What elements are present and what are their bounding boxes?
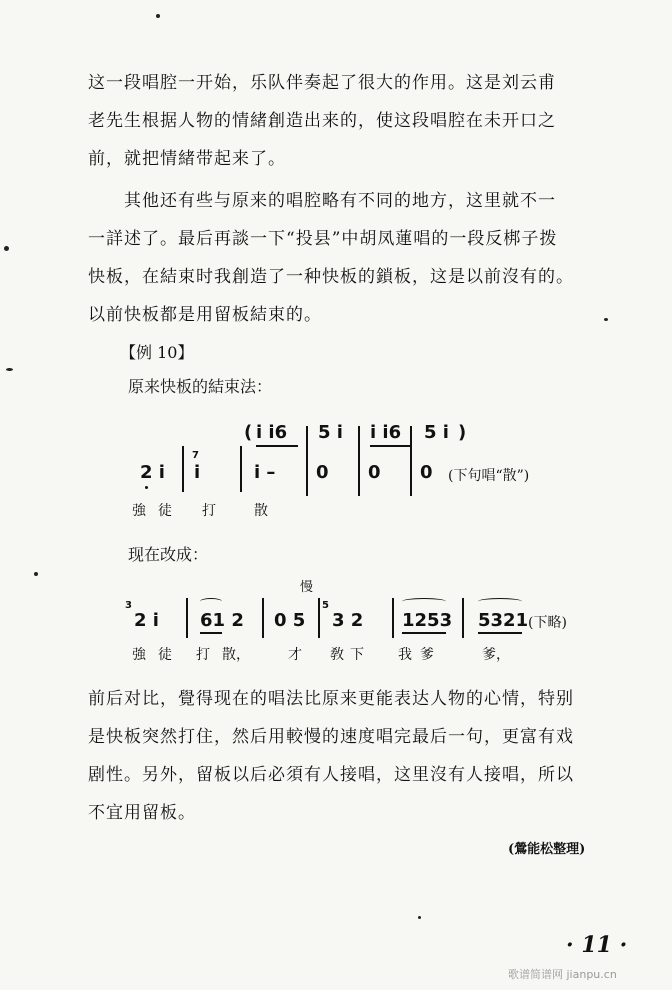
barline <box>318 598 320 638</box>
slur <box>478 598 522 605</box>
scan-speck <box>418 916 421 919</box>
barline <box>306 426 308 496</box>
barline <box>186 598 188 638</box>
scan-speck <box>156 14 160 18</box>
note: 2 i <box>140 462 165 483</box>
lyric: 徒 <box>158 503 172 519</box>
barline <box>262 598 264 638</box>
text-line: 老先生根据人物的情緒創造出来的，使这段唱腔在未开口之 <box>88 111 556 131</box>
text-line: 是快板突然打住，然后用較慢的速度唱完最后一句，更富有戏 <box>88 727 574 747</box>
lyric: 爹 <box>420 647 434 663</box>
lyric: 下 <box>350 647 364 663</box>
paren-close: ) <box>458 422 467 443</box>
underline <box>256 445 298 447</box>
barline <box>182 446 184 492</box>
example-label: 【例 10】 <box>120 343 194 362</box>
note: 0 <box>316 462 329 483</box>
underline <box>402 632 446 634</box>
note: 61 2 <box>200 610 244 631</box>
grace-note: 3 <box>125 600 132 611</box>
note: 0 <box>368 462 381 483</box>
page-number: · 11 · <box>566 932 628 958</box>
paren-open: ( <box>244 422 253 443</box>
lyric: 散， <box>222 647 250 663</box>
text-line: 快板，在結束时我創造了一种快板的鎖板，这是以前沒有的。 <box>88 267 574 287</box>
text-line: 其他还有些与原来的唱腔略有不同的地方，这里就不一 <box>124 191 556 211</box>
slur <box>200 598 222 605</box>
editor-credit: (鶯能松整理) <box>508 842 586 857</box>
underline <box>370 445 412 447</box>
scan-speck <box>6 368 13 371</box>
note: i <box>194 462 201 483</box>
lyric: 徒 <box>158 647 172 663</box>
note: 1253 <box>402 610 453 631</box>
lyric: 敎 <box>330 647 344 663</box>
note: 0 5 <box>274 610 306 631</box>
paren-group: i i6 <box>370 422 402 443</box>
barline <box>392 598 394 638</box>
lyric: 打 <box>196 647 210 663</box>
text-line: 这一段唱腔一开始，乐队伴奏起了很大的作用。这是刘云甫 <box>88 73 556 93</box>
paren-group: 5 i <box>318 422 343 443</box>
note: 2 i <box>134 610 159 631</box>
scan-speck <box>34 572 38 576</box>
lyric: 強 <box>132 647 146 663</box>
text-line: 以前快板都是用留板結束的。 <box>88 305 322 325</box>
text-line: 剧性。另外，留板以后必須有人接唱，这里沒有人接唱，所以 <box>88 765 574 785</box>
scan-speck <box>604 318 608 321</box>
original-intro: 原来快板的結束法： <box>128 377 273 396</box>
barline <box>358 426 360 496</box>
lyric: 散 <box>254 503 268 519</box>
note: 5321 <box>478 610 529 631</box>
note: 3 2 <box>332 610 364 631</box>
paragraph-3 <box>88 680 648 832</box>
text-line: 不宜用留板。 <box>88 803 196 823</box>
grace-note: 7 <box>192 450 199 461</box>
barline <box>462 598 464 638</box>
slur <box>402 598 446 605</box>
paragraph-2 <box>88 182 648 334</box>
watermark: 歌谱简谱网 jianpu.cn <box>508 968 617 981</box>
lyric: 我 <box>398 647 412 663</box>
text-line: 一詳述了。最后再談一下“投县”中胡凤蓮唱的一段反梆子拨 <box>88 229 558 249</box>
lyric: 爹， <box>482 647 510 663</box>
note: 0 <box>420 462 433 483</box>
paragraph-1 <box>88 64 648 178</box>
underline <box>478 632 522 634</box>
barline <box>240 446 242 492</box>
note: i – <box>254 462 276 483</box>
grace-note: 5 <box>322 600 329 611</box>
octave-dot <box>145 486 148 489</box>
note-text: (下略) <box>528 615 567 631</box>
now-intro: 现在改成： <box>128 545 209 564</box>
underline <box>200 632 222 634</box>
text-line: 前后对比，覺得现在的唱法比原来更能表达人物的心情，特别 <box>88 689 574 709</box>
scan-speck <box>4 246 9 251</box>
paren-group: i i6 <box>256 422 288 443</box>
lyric: 強 <box>132 503 146 519</box>
lyric: 打 <box>202 503 216 519</box>
tempo-mark: 慢 <box>300 580 314 595</box>
note-text: (下句唱“散”) <box>448 468 530 484</box>
paren-group: 5 i <box>424 422 449 443</box>
lyric: 才 <box>288 647 302 663</box>
text-line: 前，就把情緒带起来了。 <box>88 149 286 169</box>
barline <box>410 426 412 496</box>
